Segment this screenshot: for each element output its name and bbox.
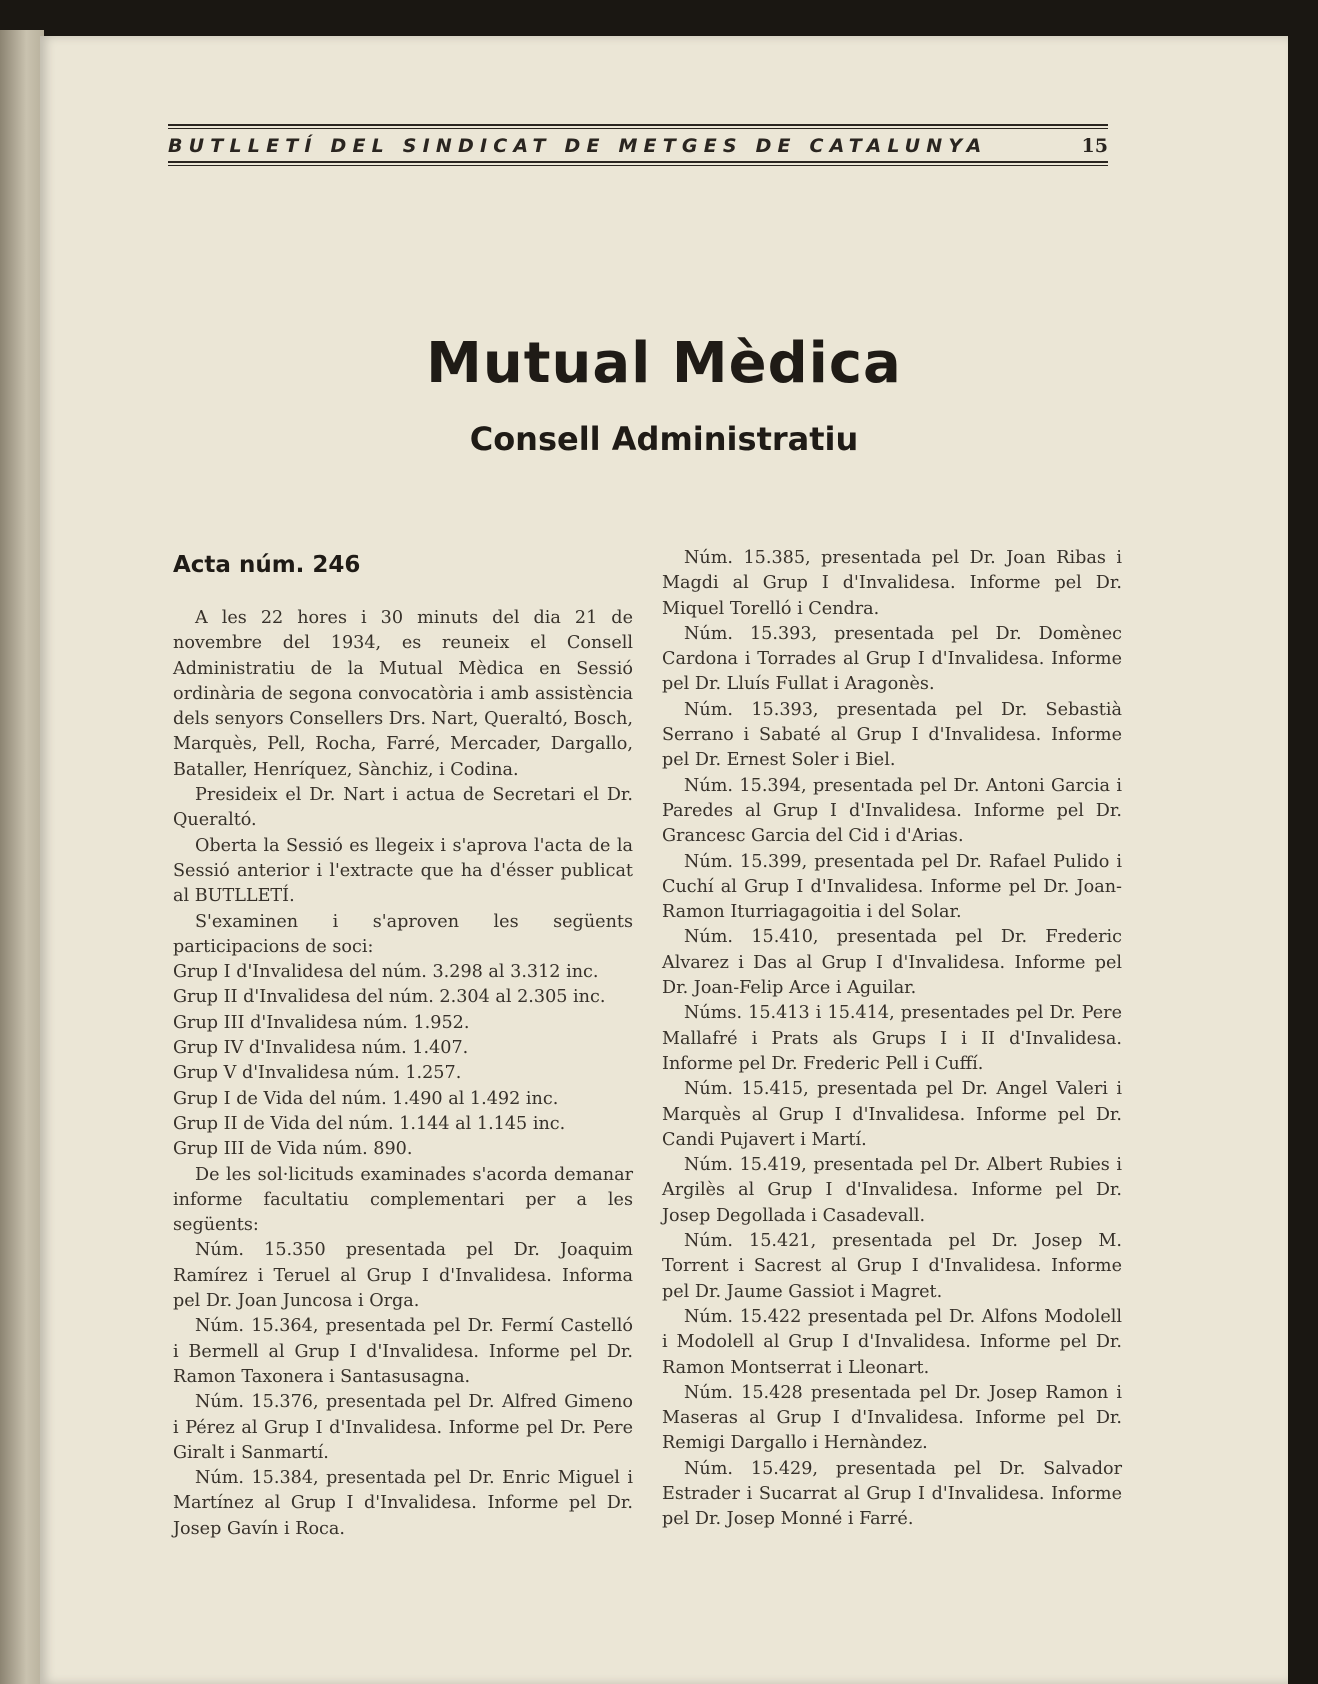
paragraph: S'examinen i s'aproven les següents participacions de soci: xyxy=(173,911,633,957)
paragraph: Núm. 15.364, presentada pel Dr. Fermí Castelló i Bermell al Grup I d'Invalidesa. Informe pel Dr. Ramon Taxonera i Santasusagna. xyxy=(173,1316,633,1387)
paragraph: Núm. 15.393, presentada pel Dr. Sebastià Serrano i Sabaté al Grup I d'Invalidesa. Informe pel Dr. Ernest Soler i Biel. xyxy=(662,699,1122,771)
facing-page-edge xyxy=(0,30,44,1684)
running-head xyxy=(168,124,1108,166)
page-number: 15 xyxy=(1081,135,1108,157)
list-item: Grup IV d'Invalidesa núm. 1.407. xyxy=(173,1038,469,1059)
paragraph: Núm. 15.376, presentada pel Dr. Alfred Gimeno i Pérez al Grup I d'Invalidesa. Informe pel Dr. Pere Giralt i Sanmartí. xyxy=(173,1392,633,1463)
paragraph: Núm. 15.350 presentada pel Dr. Joaquim Ramírez i Teruel al Grup I d'Invalidesa. Informa pel Dr. Joan Juncosa i Orga. xyxy=(173,1240,633,1312)
paragraph: Núm. 15.428 presentada pel Dr. Josep Ramon i Maseras al Grup I d'Invalidesa. Informe pel Dr. Remigi Dargallo i Hernàndez. xyxy=(662,1382,1122,1454)
paragraph: Núms. 15.413 i 15.414, presentades pel Dr. Pere Mallafré i Prats als Grups I i II d'Invalidesa. Informe pel Dr. Frederic Pell i Cuffí. xyxy=(662,1003,1122,1074)
paragraph: Núm. 15.410, presentada pel Dr. Frederic Alvarez i Das al Grup I d'Invalidesa. Informe pel Dr. Joan-Felip Arce i Aguilar. xyxy=(662,927,1122,999)
journal-page xyxy=(40,36,1288,1684)
list-item: Grup V d'Invalidesa núm. 1.257. xyxy=(173,1063,462,1084)
list-item: Grup I d'Invalidesa del núm. 3.298 al 3.312 inc. xyxy=(173,962,599,983)
list-item: Grup III de Vida núm. 890. xyxy=(173,1139,413,1160)
paragraph: A les 22 hores i 30 minuts del dia 21 de novembre del 1934, es reuneix el Consell Administratiu de la Mutual Mèdica en Sessió ordinària de segona convocatòria i amb assistència dels senyors Consellers Drs. Nart, Queraltó, Bosch, Marquès, Pell, Rocha, Farré, Mercader, Dargallo, Bataller, Henríquez, Sànchiz, i Codina. xyxy=(173,608,633,780)
section-heading: Acta núm. 246 xyxy=(173,552,361,578)
list-item: Grup II de Vida del núm. 1.144 al 1.145 inc. xyxy=(173,1113,566,1134)
article-subtitle: Consell Administratiu xyxy=(469,420,859,458)
list-item: Grup III d'Invalidesa núm. 1.952. xyxy=(173,1012,470,1033)
article-title: Mutual Mèdica xyxy=(426,331,902,396)
paragraph: Núm. 15.399, presentada pel Dr. Rafael Pulido i Cuchí al Grup I d'Invalidesa. Informe pel Dr. Joan-Ramon Iturriagagoitia i del Solar. xyxy=(662,851,1122,923)
paragraph: Núm. 15.429, presentada pel Dr. Salvador Estrader i Sucarrat al Grup I d'Invalidesa. Informe pel Dr. Josep Monné i Farré. xyxy=(662,1458,1122,1530)
right-column xyxy=(662,546,1122,1533)
paragraph: Núm. 15.394, presentada pel Dr. Antoni Garcia i Paredes al Grup I d'Invalidesa. Informe pel Dr. Grancesc Garcia del Cid i d'Arias. xyxy=(662,775,1122,847)
list-item: Grup I de Vida del núm. 1.490 al 1.492 inc. xyxy=(173,1088,559,1109)
paragraph: Núm. 15.415, presentada pel Dr. Angel Valeri i Marquès al Grup I d'Invalidesa. Informe pel Dr. Candi Pujavert i Martí. xyxy=(662,1079,1122,1150)
paragraph: Oberta la Sessió es llegeix i s'aprova l'acta de la Sessió anterior i l'extracte que ha d'ésser publicat al BUTLLETÍ. xyxy=(173,835,633,907)
paragraph: Núm. 15.419, presentada pel Dr. Albert Rubies i Argilès al Grup I d'Invalidesa. Informe pel Dr. Josep Degollada i Casadevall. xyxy=(662,1155,1122,1226)
list-item: Grup II d'Invalidesa del núm. 2.304 al 2.305 inc. xyxy=(173,987,606,1008)
paragraph: Presideix el Dr. Nart i actua de Secretari el Dr. Queraltó. xyxy=(173,785,633,831)
paragraph: Núm. 15.421, presentada pel Dr. Josep M. Torrent i Sacrest al Grup I d'Invalidesa. Informe pel Dr. Jaume Gassiot i Magret. xyxy=(662,1231,1122,1302)
paragraph: Núm. 15.384, presentada pel Dr. Enric Miguel i Martínez al Grup I d'Invalidesa. Informe pel Dr. Josep Gavín i Roca. xyxy=(173,1468,633,1539)
paragraph: Núm. 15.385, presentada pel Dr. Joan Ribas i Magdi al Grup I d'Invalidesa. Informe pel Dr. Miquel Torelló i Cendra. xyxy=(662,548,1122,619)
left-column xyxy=(173,606,633,1542)
journal-title: BUTLLETÍ DEL SINDICAT DE METGES DE CATALUNYA xyxy=(168,135,988,157)
bottom-rule xyxy=(168,161,1108,166)
paragraph: Núm. 15.422 presentada pel Dr. Alfons Modolell i Modolell al Grup I d'Invalidesa. Informe pel Dr. Ramon Montserrat i Lleonart. xyxy=(662,1306,1122,1378)
paragraph: Núm. 15.393, presentada pel Dr. Domènec Cardona i Torrades al Grup I d'Invalidesa. Informe pel Dr. Lluís Fullat i Aragonès. xyxy=(662,623,1122,695)
paragraph: De les sol·licituds examinades s'acorda demanar informe facultatiu complementari per a les següents: xyxy=(173,1164,633,1236)
